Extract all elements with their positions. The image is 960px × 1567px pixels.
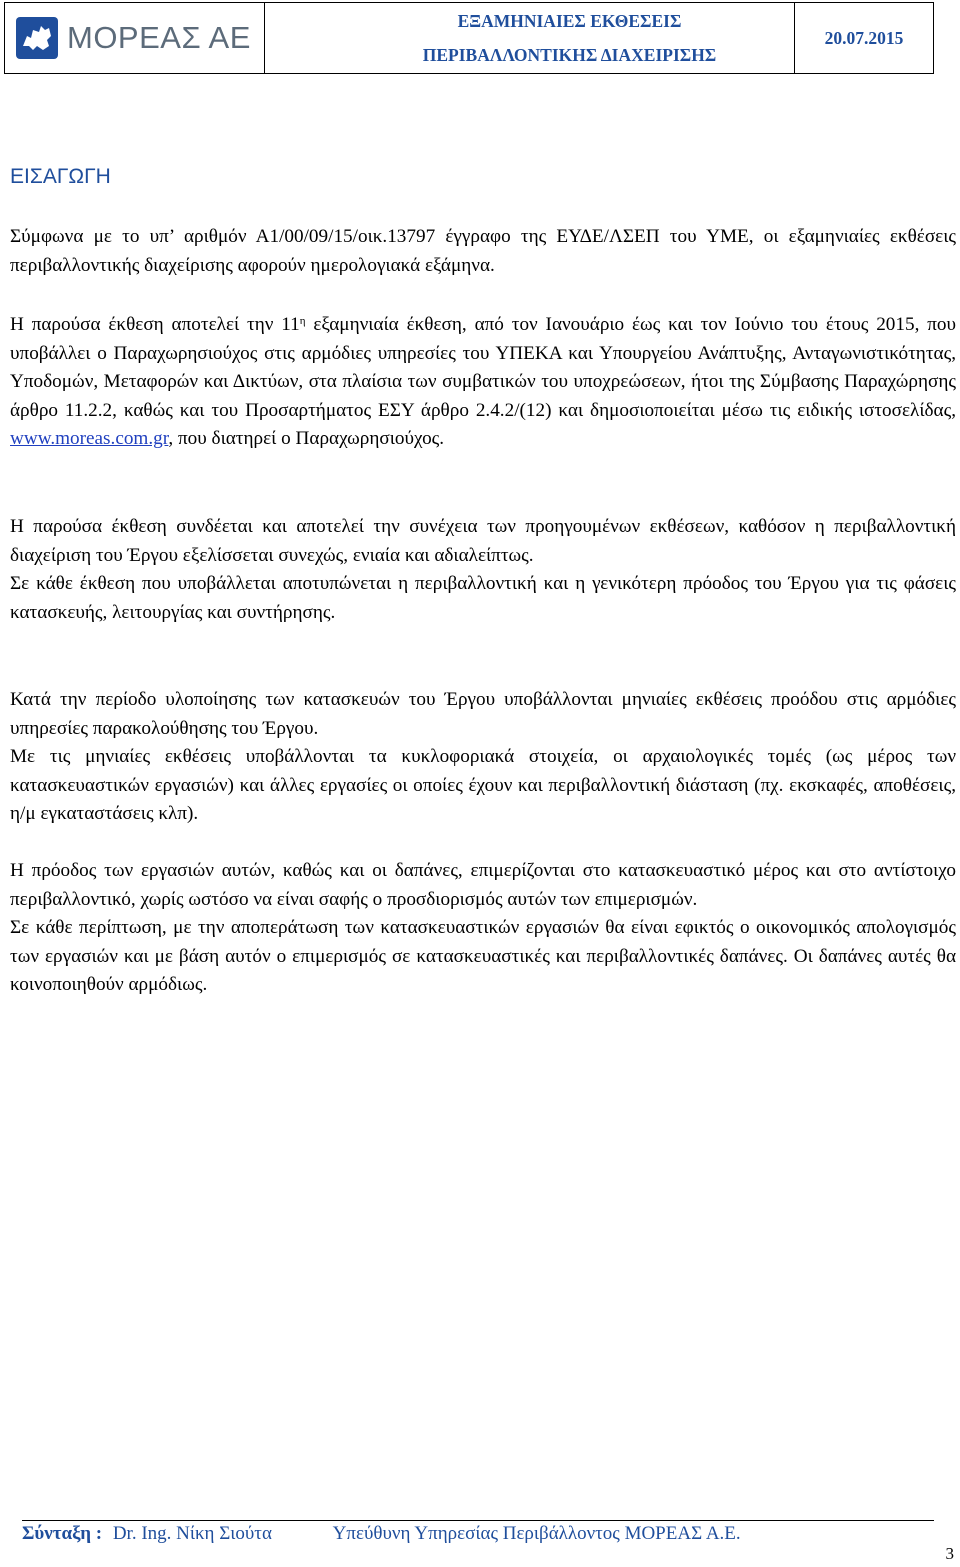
company-logo [5,3,265,73]
paragraph-5-text: Κατά την περίοδο υλοποίησης των κατασκευών του Έργου υποβάλλονται μηνιαίες εκθέσεις προόδου στις αρμόδιες υπηρεσίες παρακολούθησης του Έργου. [10,689,956,739]
paragraph-1-text: Σύμφωνα με το υπ’ αριθμόν Α1/00/09/15/οικ.13797 έγγραφο της ΕΥΔΕ/ΛΣΕΠ του ΥΜΕ, οι εξαμηνιαίες εκθέσεις περιβαλλοντικής διαχείρισης αφορούν ημερολογιακά εξάμηνα. [10,226,956,276]
page-number: 3 [945,1544,954,1563]
page-footer [22,1520,934,1545]
report-title-line1: ΕΞΑΜΗΝΙΑΙΕΣ ΕΚΘΕΣΕΙΣ [457,11,682,31]
paragraph-4-text: Σε κάθε έκθεση που υποβάλλεται αποτυπώνεται η περιβαλλοντική και η γενικότερη πρόοδος του Έργου για τις φάσεις κατασκευής, λειτουργίας και συντήρησης. [10,573,956,623]
paragraph-3-text: Η παρούσα έκθεση συνδέεται και αποτελεί την συνέχεια των προηγουμένων εκθέσεων, καθόσον η περιβαλλοντική διαχείριση του Έργου εξελίσσεται συνεχώς, ενιαία και αδιαλείπτως. [10,516,956,566]
footer-author: Dr. Ing. Νίκη Σιούτα [112,1523,272,1544]
website-link[interactable]: www.moreas.com.gr [10,428,169,450]
paragraph-6-text: Με τις μηνιαίες εκθέσεις υποβάλλονται τα κυκλοφοριακά στοιχεία, οι αρχαιολογικές τομές (ως μέρος των κατασκευαστικών εργασιών) και άλλες εργασίες οι οποίες έχουν και περιβαλλοντική διάσταση (πχ. εκσκαφές, αποθέσεις, η/μ εγκαταστάσεις κλπ). [10,746,956,825]
paragraph-7 [10,857,956,1000]
paragraph-2-start: Η παρούσα έκθεση αποτελεί την 11 [10,314,300,335]
paragraph-2-body: εξαμηνιαία έκθεση, από τον Ιανουάριο έως και τον Ιούνιο του έτους 2015, που υποβάλλει ο Παραχωρησιούχος στις αρμόδιες υπηρεσίες του ΥΠΕΚΑ και Υπουργείου Ανάπτυξης, Ανταγωνιστικότητας, Υποδομών, Μεταφορών και Δικτύων, στα πλαίσια των συμβατικών του υποχρεώσεων, ήτοι της Σύμβασης Παραχώρησης άρθρο 11.2.2, καθώς και του Προσαρτήματος ΕΣΥ άρθρο 2.4.2/(12) και δημοσιοποιείται μέσω τις ειδικής ιστοσελίδας, [10,314,956,421]
report-date: 20.07.2015 [824,27,904,48]
report-title [265,3,795,73]
paragraph-3 [10,513,956,627]
paragraph-5 [10,686,956,829]
company-name: ΜΟΡΕΑΣ ΑΕ [67,20,251,55]
page-header [4,2,934,74]
moreas-logo-icon [15,16,59,60]
paragraph-7-text: Η πρόοδος των εργασιών αυτών, καθώς και οι δαπάνες, επιμερίζονται στο κατασκευαστικό μέρος και στο αντίστοιχο περιβαλλοντικό, χωρίς ωστόσο να είναι σαφής ο προσδιορισμός αυτών των επιμερισμών. [10,860,956,910]
report-title-line2: ΠΕΡΙΒΑΛΛΟΝΤΙΚΗΣ ΔΙΑΧΕΙΡΙΣΗΣ [422,45,717,65]
paragraph-2-end: , που διατηρεί ο Παραχωρησιούχος. [168,428,445,450]
paragraph-2 [10,311,956,454]
paragraph-1 [10,223,956,280]
paragraph-8-text: Σε κάθε περίπτωση, με την αποπεράτωση των κατασκευαστικών εργασιών θα είναι εφικτός ο οικονομικός απολογισμός των εργασιών και με βάση αυτόν ο επιμερισμός σε κατασκευαστικές και περιβαλλοντικές δαπάνες. Οι δαπάνες αυτές θα κοινοποιηθούν αρμόδιως. [10,917,956,996]
ordinal-superscript: η [299,315,306,327]
footer-role: Υπεύθυνη Υπηρεσίας Περιβάλλοντος ΜΟΡΕΑΣ Α.Ε. [332,1523,741,1544]
footer-label: Σύνταξη : [22,1523,103,1544]
section-heading: ΕΙΣΑΓΩΓΗ [10,165,111,188]
